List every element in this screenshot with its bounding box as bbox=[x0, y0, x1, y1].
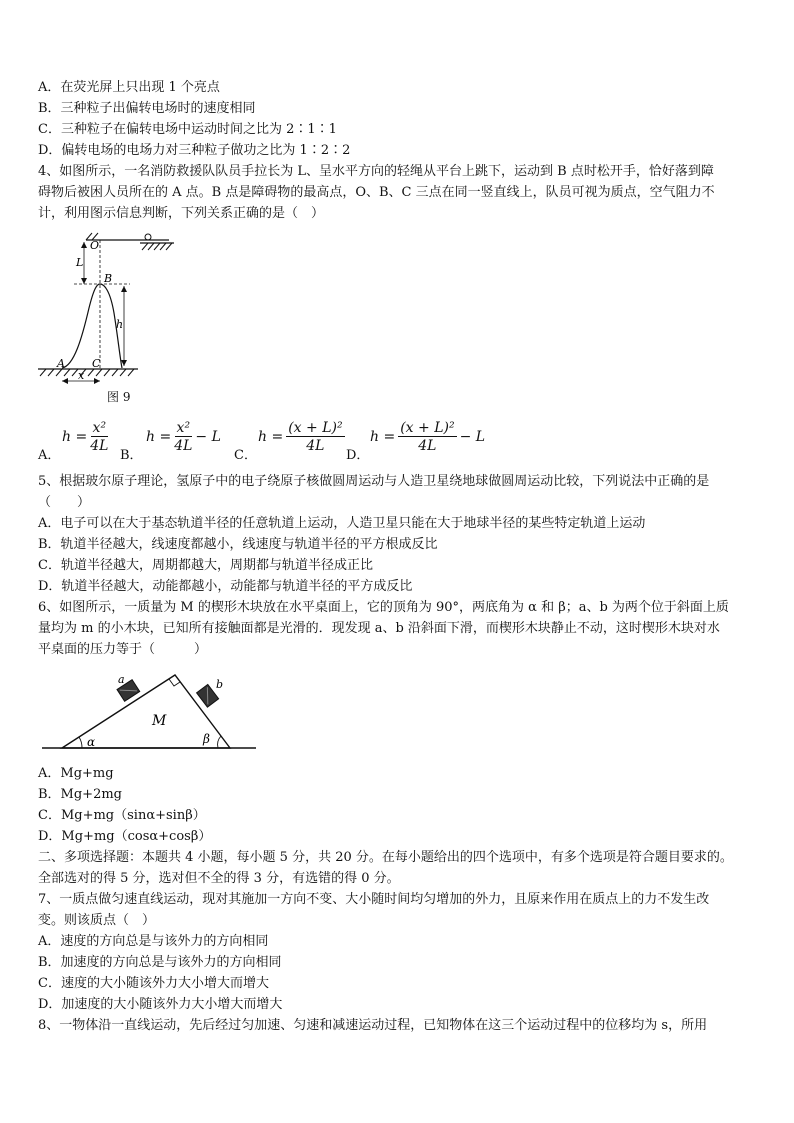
q4-option-c-formula: h = $\frac{\text{(x + L)²}}{4L}$ bbox=[258, 420, 343, 454]
q5-option-b: B．轨道半径越大，线速度都越小，线速度与轨道半径的平方根成反比 bbox=[38, 537, 438, 552]
q6-option-d: D．Mg+mg（cosα+cosβ） bbox=[38, 829, 212, 844]
q5-option-d: D．轨道半径越大，动能都越小，动能都与轨道半径的平方成反比 bbox=[38, 579, 413, 594]
q8-stem-line-1: 8、一物体沿一直线运动，先后经过匀加速、匀速和减速运动过程，已知物体在这三个运动过程中的位移均为 s，所用 bbox=[38, 1018, 708, 1033]
section2-heading-line-2: 全部选对的得 5 分，选对但不全的得 3 分，有选错的得 0 分。 bbox=[38, 871, 400, 886]
q5-option-c: C．轨道半径越大，周期都越大，周期都与轨道半径成正比 bbox=[38, 558, 373, 573]
q4-option-a-formula: h = $\frac{\text{x²}}{4L}$ bbox=[62, 420, 109, 454]
q6-option-b: B．Mg+2mg bbox=[38, 787, 122, 802]
q6-label-b: b bbox=[216, 678, 224, 691]
q4-stem-line-1: 4、如图所示，一名消防救援队队员手拉长为 L、呈水平方向的轻绳从平台上跳下，运动到 B 点时松开手，恰好落到障 bbox=[38, 164, 714, 179]
q4-option-b-letter: B． bbox=[120, 448, 143, 463]
q4-label-O: O bbox=[90, 239, 100, 252]
q6-alpha-arc bbox=[79, 737, 82, 748]
q6-label-a: a bbox=[118, 673, 125, 686]
q4-obstacle bbox=[62, 284, 122, 368]
q5-option-a: A．电子可以在大于基态轨道半径的任意轨道上运动，人造卫星只能在大于地球半径的某些特定轨道上运动 bbox=[38, 516, 646, 531]
q7-option-b: B．加速度的方向总是与该外力的方向相同 bbox=[38, 955, 282, 970]
q4-rescuer-marker bbox=[145, 234, 151, 240]
q4-label-A: A bbox=[57, 357, 65, 370]
q5-stem-line-2: （ ） bbox=[38, 495, 91, 510]
q3-option-b: B．三种粒子出偏转电场时的速度相同 bbox=[38, 101, 256, 116]
q4-label-L: L bbox=[76, 256, 84, 269]
q3-option-d: D．偏转电场的电场力对三种粒子做功之比为 1∶2∶2 bbox=[38, 143, 351, 158]
q4-option-d-formula: h = $\frac{\text{(x + L)²}}{4L}$ − L bbox=[370, 420, 486, 454]
q4-ground-hatch bbox=[40, 369, 134, 376]
q4-stem-line-3: 计，利用图示信息判断，下列关系正确的是（ ） bbox=[38, 206, 325, 221]
q6-stem-line-1: 6、如图所示，一质量为 M 的楔形木块放在水平桌面上，它的顶角为 90°，两底角为 α 和 β；a、b 为两个位于斜面上质 bbox=[38, 600, 729, 615]
q6-option-c: C．Mg+mg（sinα+sinβ） bbox=[38, 808, 206, 823]
q6-label-alpha: α bbox=[87, 735, 96, 749]
q7-option-a: A．速度的方向总是与该外力的方向相同 bbox=[38, 934, 269, 949]
section2-heading-line-1: 二、多项选择题：本题共 4 小题，每小题 5 分，共 20 分。在每小题给出的四个选项中，有多个选项是符合题目要求的。 bbox=[38, 850, 733, 865]
q4-label-B: B bbox=[104, 272, 113, 285]
q7-option-d: D．加速度的大小随该外力大小增大而增大 bbox=[38, 997, 283, 1012]
q7-stem-line-2: 变。则该质点（ ） bbox=[38, 913, 156, 928]
q6-beta-arc bbox=[218, 736, 221, 748]
q4-option-b-formula: h = $\frac{\text{x²}}{4L}$ − L bbox=[146, 420, 221, 454]
q4-label-C: C bbox=[92, 357, 101, 370]
q6-label-M: M bbox=[152, 713, 167, 729]
q4-figure-caption: 图 9 bbox=[107, 390, 131, 404]
q7-option-c: C．速度的大小随该外力大小增大而增大 bbox=[38, 976, 269, 991]
q4-option-d-letter: D． bbox=[346, 448, 370, 463]
q4-option-a-letter: A． bbox=[38, 448, 61, 463]
q6-label-beta: β bbox=[203, 732, 210, 746]
q4-options bbox=[38, 420, 538, 466]
q4-stem-line-2: 碍物后被困人员所在的 A 点。B 点是障碍物的最高点，O、B、C 三点在同一竖直线上，队员可视为质点，空气阻力不 bbox=[38, 185, 715, 200]
q6-figure bbox=[38, 668, 268, 758]
q4-label-h: h bbox=[116, 318, 124, 331]
q3-option-a: A．在荧光屏上只出现 1 个亮点 bbox=[38, 80, 220, 95]
q3-option-c: C．三种粒子在偏转电场中运动时间之比为 2∶1∶1 bbox=[38, 122, 337, 137]
q5-stem-line-1: 5、根据玻尔原子理论，氢原子中的电子绕原子核做圆周运动与人造卫星绕地球做圆周运动比较，下列说法中正确的是 bbox=[38, 474, 710, 489]
q6-option-a: A．Mg+mg bbox=[38, 766, 114, 781]
q6-stem-line-3: 平桌面的压力等于（ ） bbox=[38, 642, 208, 657]
q4-label-x: x bbox=[78, 369, 85, 382]
q4-option-c-letter: C． bbox=[234, 448, 257, 463]
q6-stem-line-2: 量均为 m 的小木块，已知所有接触面都是光滑的．现发现 a、b 沿斜面下滑，而楔形木块静止不动，这时楔形木块对水 bbox=[38, 621, 720, 636]
q7-stem-line-1: 7、一质点做匀速直线运动，现对其施加一方向不变、大小随时间均匀增加的外力，且原来作用在质点上的力不发生改 bbox=[38, 892, 710, 907]
